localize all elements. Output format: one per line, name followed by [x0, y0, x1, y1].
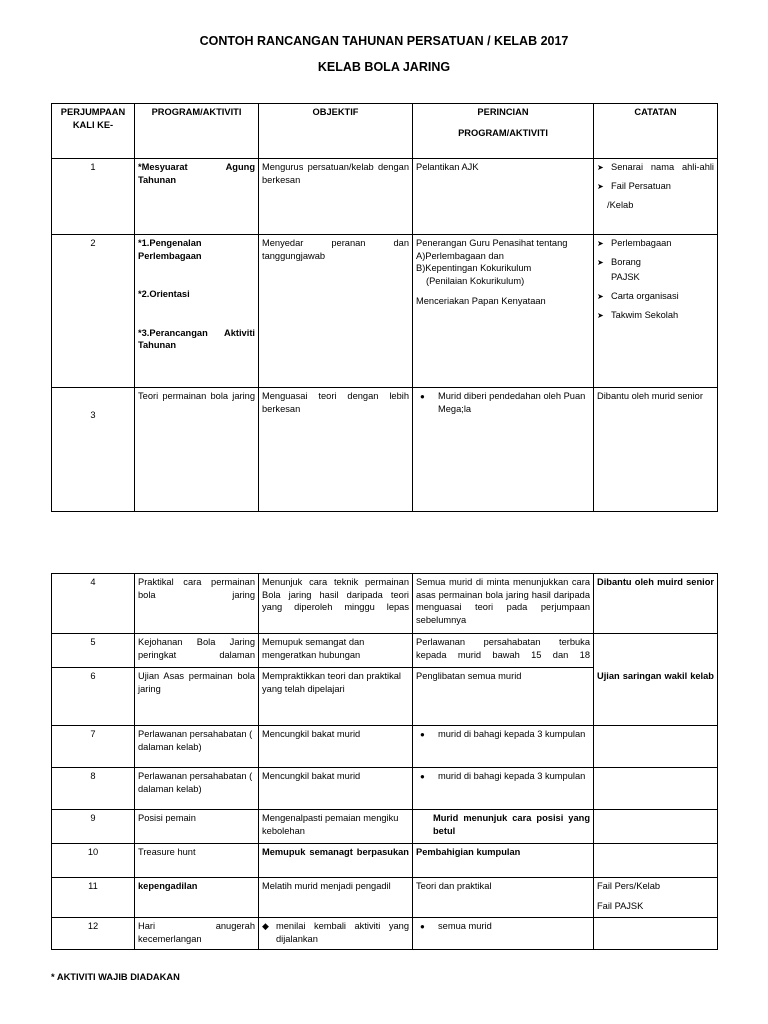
- table-row: [52, 918, 718, 950]
- perincian-cell: [413, 768, 594, 810]
- perincian-cell: Murid menunjuk cara posisi yang betul: [413, 810, 594, 844]
- program-cell: Treasure hunt: [135, 844, 259, 878]
- catatan-item: /Kelab: [607, 200, 634, 210]
- perincian-item: ● murid di bahagi kepada 3 kumpulan: [416, 728, 590, 741]
- catatan-item: ➤ Fail Persatuan: [597, 181, 671, 191]
- table-row: [52, 844, 718, 878]
- catatan-item: ➤ Borang: [597, 257, 641, 267]
- perincian-cell: Semua murid di minta menunjukkan cara asas permainan bola jaring hasil daripada menguasai teori pada perjumpaan sebelumnya: [413, 574, 594, 634]
- catatan-cell: Dibantu oleh muird senior: [594, 574, 718, 634]
- row-number: 12: [52, 918, 135, 950]
- row-number: 9: [52, 810, 135, 844]
- arrow-bullet-icon: ➤: [597, 291, 604, 301]
- table-row: [52, 878, 718, 918]
- objektif-item: ◆ menilai kembali aktiviti yang dijalankan: [262, 921, 409, 944]
- catatan-cell: [594, 726, 718, 768]
- table-row: [52, 668, 718, 726]
- header-objektif: OBJEKTIF: [259, 104, 413, 159]
- program-cell: Perlawanan persahabatan ( dalaman kelab): [135, 726, 259, 768]
- objektif-cell: Menguasai teori dengan lebih berkesan: [259, 388, 413, 512]
- perincian-item: ● murid di bahagi kepada 3 kumpulan: [416, 770, 590, 783]
- catatan-cell: [594, 634, 718, 668]
- program-cell: Teori permainan bola jaring: [135, 388, 259, 512]
- perincian-item: ● semua murid: [416, 920, 590, 933]
- plan-table-2: [51, 573, 718, 950]
- objektif-cell: Melatih murid menjadi pengadil: [259, 878, 413, 918]
- perincian-line: Menceriakan Papan Kenyataan: [416, 296, 546, 307]
- perincian-line: A)Perlembagaan dan: [416, 250, 504, 261]
- catatan-cell: [594, 878, 718, 918]
- program-item: *2.Orientasi: [138, 289, 190, 300]
- row-number: 8: [52, 768, 135, 810]
- program-item: *3.Perancangan Aktiviti Tahunan: [138, 327, 255, 351]
- header-perjumpaan: PERJUMPAAN KALI KE-: [52, 104, 135, 159]
- perincian-cell: Pembahigian kumpulan: [413, 844, 594, 878]
- perincian-line: Penerangan Guru Penasihat tentang: [416, 238, 568, 248]
- table-row: [52, 634, 718, 668]
- row-number: 4: [52, 574, 135, 634]
- table-row: [52, 810, 718, 844]
- dot-bullet-icon: ●: [420, 392, 425, 401]
- diamond-bullet-icon: ◆: [262, 921, 269, 931]
- header-program: PROGRAM/AKTIVITI: [135, 104, 259, 159]
- row-number: 6: [52, 668, 135, 726]
- row-number: 7: [52, 726, 135, 768]
- perincian-item: ● Murid diberi pendedahan oleh Puan Mega;la: [416, 390, 590, 415]
- catatan-cell: Ujian saringan wakil kelab: [594, 668, 718, 726]
- program-cell: Perlawanan persahabatan ( dalaman kelab): [135, 768, 259, 810]
- table-row: [52, 574, 718, 634]
- catatan-item: Fail Pers/Kelab: [597, 881, 661, 891]
- page-subtitle: KELAB BOLA JARING: [317, 60, 451, 74]
- program-item: *1.Pengenalan Perlembagaan: [138, 238, 202, 261]
- perincian-cell: Penglibatan semua murid: [413, 668, 594, 726]
- header-perincian-line2: PROGRAM/AKTIVITI: [458, 127, 548, 138]
- program-cell: Hari anugerah kecemerlangan: [135, 918, 259, 950]
- perincian-cell: Teori dan praktikal: [413, 878, 594, 918]
- program-cell: Praktikal cara permainan bola jaring: [135, 574, 259, 634]
- row-number: 2: [52, 235, 135, 388]
- objektif-cell: Mengurus persatuan/kelab dengan berkesan: [259, 159, 413, 235]
- table-row: [52, 768, 718, 810]
- table-header-row: [52, 104, 718, 159]
- row-number: 5: [52, 634, 135, 668]
- arrow-bullet-icon: ➤: [597, 258, 604, 267]
- program-cell: [135, 235, 259, 388]
- perincian-cell: [413, 388, 594, 512]
- footnote: * AKTIVITI WAJIB DIADAKAN: [51, 972, 180, 982]
- program-cell: Ujian Asas permainan bola jaring: [135, 668, 259, 726]
- program-cell: Kejohanan Bola Jaring peringkat dalaman: [135, 634, 259, 668]
- objektif-cell: Mengenalpasti pemaian mengiku kebolehan: [259, 810, 413, 844]
- objektif-cell: Mencungkil bakat murid: [259, 726, 413, 768]
- objektif-cell: [259, 918, 413, 950]
- catatan-cell: [594, 768, 718, 810]
- page-title: CONTOH RANCANGAN TAHUNAN PERSATUAN / KELAB 2017: [199, 34, 569, 48]
- catatan-cell: Dibantu oleh murid senior: [594, 388, 718, 512]
- perincian-cell: Pelantikan AJK: [413, 159, 594, 235]
- arrow-bullet-icon: ➤: [597, 239, 604, 248]
- catatan-cell: [594, 810, 718, 844]
- catatan-item: ➤ Senarai nama ahli-ahli: [597, 162, 714, 172]
- plan-table-1: [51, 103, 718, 512]
- objektif-cell: Menyedar peranan dan tanggungjawab: [259, 235, 413, 388]
- perincian-cell: [413, 235, 594, 388]
- program-cell: kepengadilan: [135, 878, 259, 918]
- dot-bullet-icon: ●: [420, 730, 425, 739]
- catatan-cell: [594, 918, 718, 950]
- objektif-cell: Memupuk semangat dan mengeratkan hubungan: [259, 634, 413, 668]
- program-cell: Posisi pemain: [135, 810, 259, 844]
- program-cell: *Mesyuarat Agung Tahunan: [135, 159, 259, 235]
- header-perincian: [413, 104, 594, 159]
- arrow-bullet-icon: ➤: [597, 182, 604, 191]
- table-row: [52, 726, 718, 768]
- perincian-line: (Penilaian Kokurikulum): [426, 275, 525, 286]
- header-catatan: CATATAN: [594, 104, 718, 159]
- catatan-cell: [594, 235, 718, 388]
- catatan-cell: [594, 844, 718, 878]
- perincian-line: B)Kepentingan Kokurikulum: [416, 263, 532, 274]
- row-number: 10: [52, 844, 135, 878]
- catatan-item: PAJSK: [611, 272, 640, 282]
- row-number: 1: [52, 159, 135, 235]
- arrow-bullet-icon: ➤: [597, 163, 604, 172]
- objektif-cell: Menunjuk cara teknik permainan Bola jaring hasil daripada teori yang diperoleh minggu lepas: [259, 574, 413, 634]
- arrow-bullet-icon: ➤: [597, 310, 604, 320]
- catatan-item: Fail PAJSK: [597, 900, 644, 911]
- header-perincian-line1: PERINCIAN: [477, 107, 529, 117]
- objektif-cell: Mempraktikkan teori dan praktikal yang telah dipelajari: [259, 668, 413, 726]
- table-row: [52, 388, 718, 512]
- dot-bullet-icon: ●: [420, 772, 425, 781]
- catatan-item: ➤ Takwim Sekolah: [597, 309, 679, 320]
- perincian-cell: [413, 918, 594, 950]
- catatan-item: ➤ Carta organisasi: [597, 290, 679, 301]
- objektif-cell: Mencungkil bakat murid: [259, 768, 413, 810]
- dot-bullet-icon: ●: [420, 922, 425, 931]
- table-row: [52, 159, 718, 235]
- table-row: [52, 235, 718, 388]
- catatan-item: ➤ Perlembagaan: [597, 238, 672, 248]
- row-number: 11: [52, 878, 135, 918]
- catatan-cell: [594, 159, 718, 235]
- perincian-cell: [413, 726, 594, 768]
- perincian-cell: Perlawanan persahabatan terbuka kepada murid bawah 15 dan 18: [413, 634, 594, 668]
- objektif-cell: Memupuk semanagt berpasukan: [259, 844, 413, 878]
- row-number: 3: [52, 388, 135, 512]
